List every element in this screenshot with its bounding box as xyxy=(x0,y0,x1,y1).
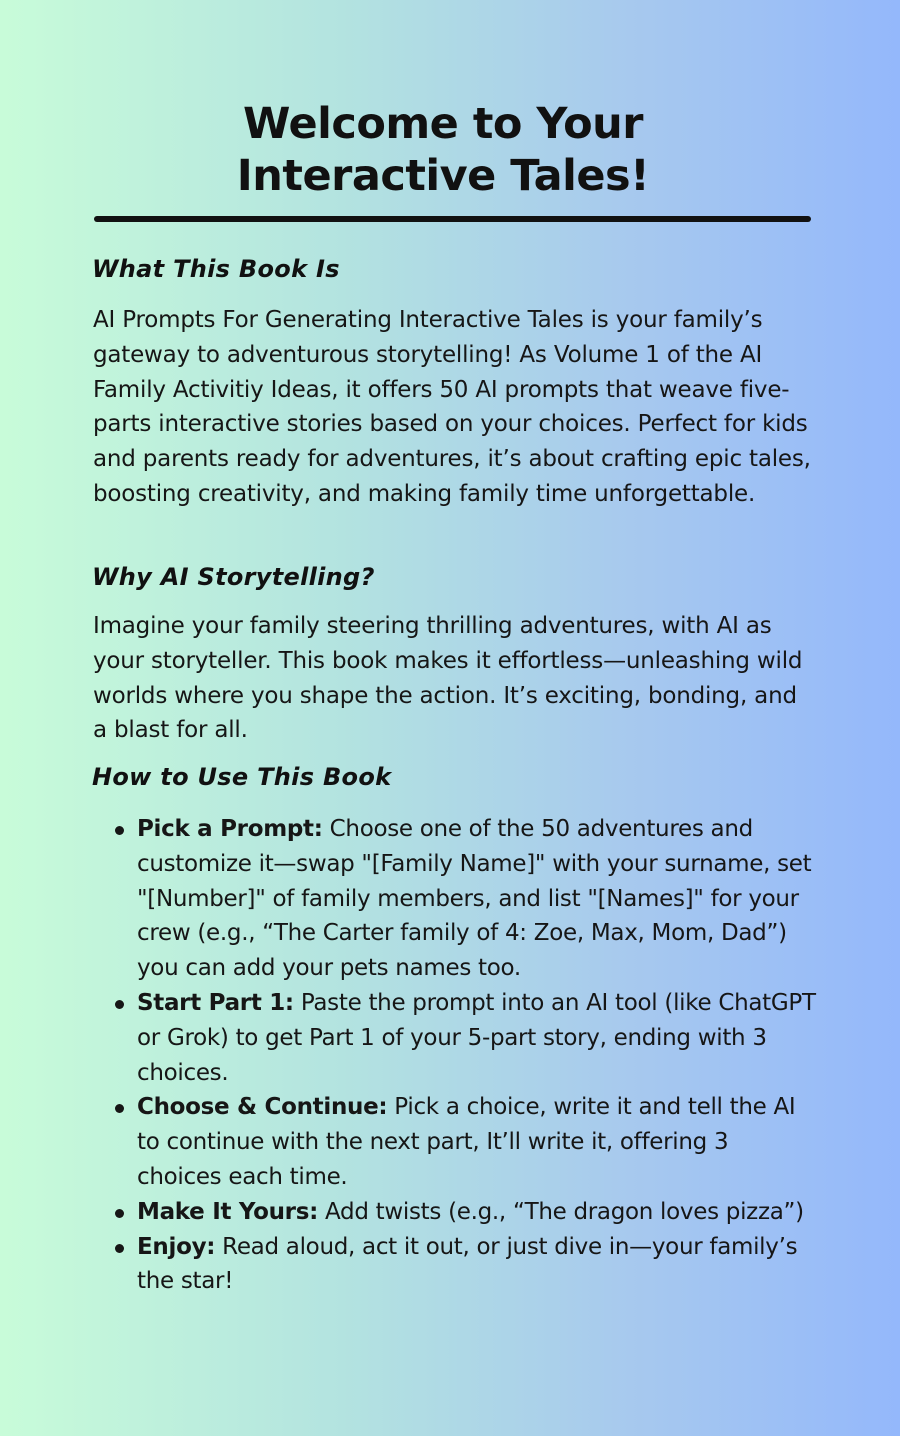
bullet-icon xyxy=(115,1209,124,1218)
step-label: Choose & Continue: xyxy=(137,1094,388,1121)
step-text: Read aloud, act it out, or just dive in—your family’s the star! xyxy=(137,1233,798,1295)
heading-what-this-book-is: What This Book Is xyxy=(92,255,340,283)
list-item xyxy=(137,1230,817,1300)
step-label: Make It Yours: xyxy=(137,1198,319,1225)
list-item xyxy=(137,1195,817,1230)
step-text: Add twists (e.g., “The dragon loves pizza”) xyxy=(318,1198,804,1225)
step-label: Pick a Prompt: xyxy=(137,816,323,842)
list-item xyxy=(137,986,817,1090)
list-item xyxy=(137,1090,817,1194)
step-text: Choose one of the 50 adventures and customize it—swap "[Family Name]" with your surname, set "[Number]" of family members, and list "[Names]" for your crew (e.g., “The Carter family of 4: Zoe, Max, Mom, Dad”) you can add your pets names too. xyxy=(137,816,812,982)
paragraph-what-this-book-is: AI Prompts For Generating Interactive Tales is your family’s gateway to adventurous storytelling! As Volume 1 of the AI Family Activitiy Ideas, it offers 50 AI prompts that weave five-parts interactive stories based on your choices. Perfect for kids and parents ready for adventures, it’s about crafting epic tales, boosting creativity, and making family time unforgettable. xyxy=(93,307,811,507)
page-title-line-1: Welcome to Your xyxy=(243,99,643,149)
step-text: Paste the prompt into an AI tool (like ChatGPT or Grok) to get Part 1 of your 5-part story, ending with 3 choices. xyxy=(137,989,816,1086)
step-text: Pick a choice, write it and tell the AI to continue with the next part, It’ll write it, offering 3 choices each time. xyxy=(137,1094,796,1190)
steps-list xyxy=(137,812,817,1299)
heading-why-ai-storytelling: Why AI Storytelling? xyxy=(92,563,375,591)
bullet-icon xyxy=(115,1000,124,1009)
heading-how-to-use: How to Use This Book xyxy=(92,763,392,791)
bullet-icon xyxy=(115,1104,124,1113)
step-label: Start Part 1: xyxy=(137,989,294,1016)
page-title-line-2: Interactive Tales! xyxy=(236,151,650,201)
list-item xyxy=(137,812,817,986)
paragraph-why-ai-storytelling: Imagine your family steering thrilling adventures, with AI as your storyteller. This book makes it effortless—unleashing wild worlds where you shape the action. It’s exciting, bonding, and a blast for all. xyxy=(93,613,803,744)
title-divider xyxy=(94,216,811,222)
bullet-icon xyxy=(115,1244,124,1253)
bullet-icon xyxy=(115,826,124,835)
page-title xyxy=(0,98,886,202)
step-label: Enjoy: xyxy=(137,1233,216,1260)
